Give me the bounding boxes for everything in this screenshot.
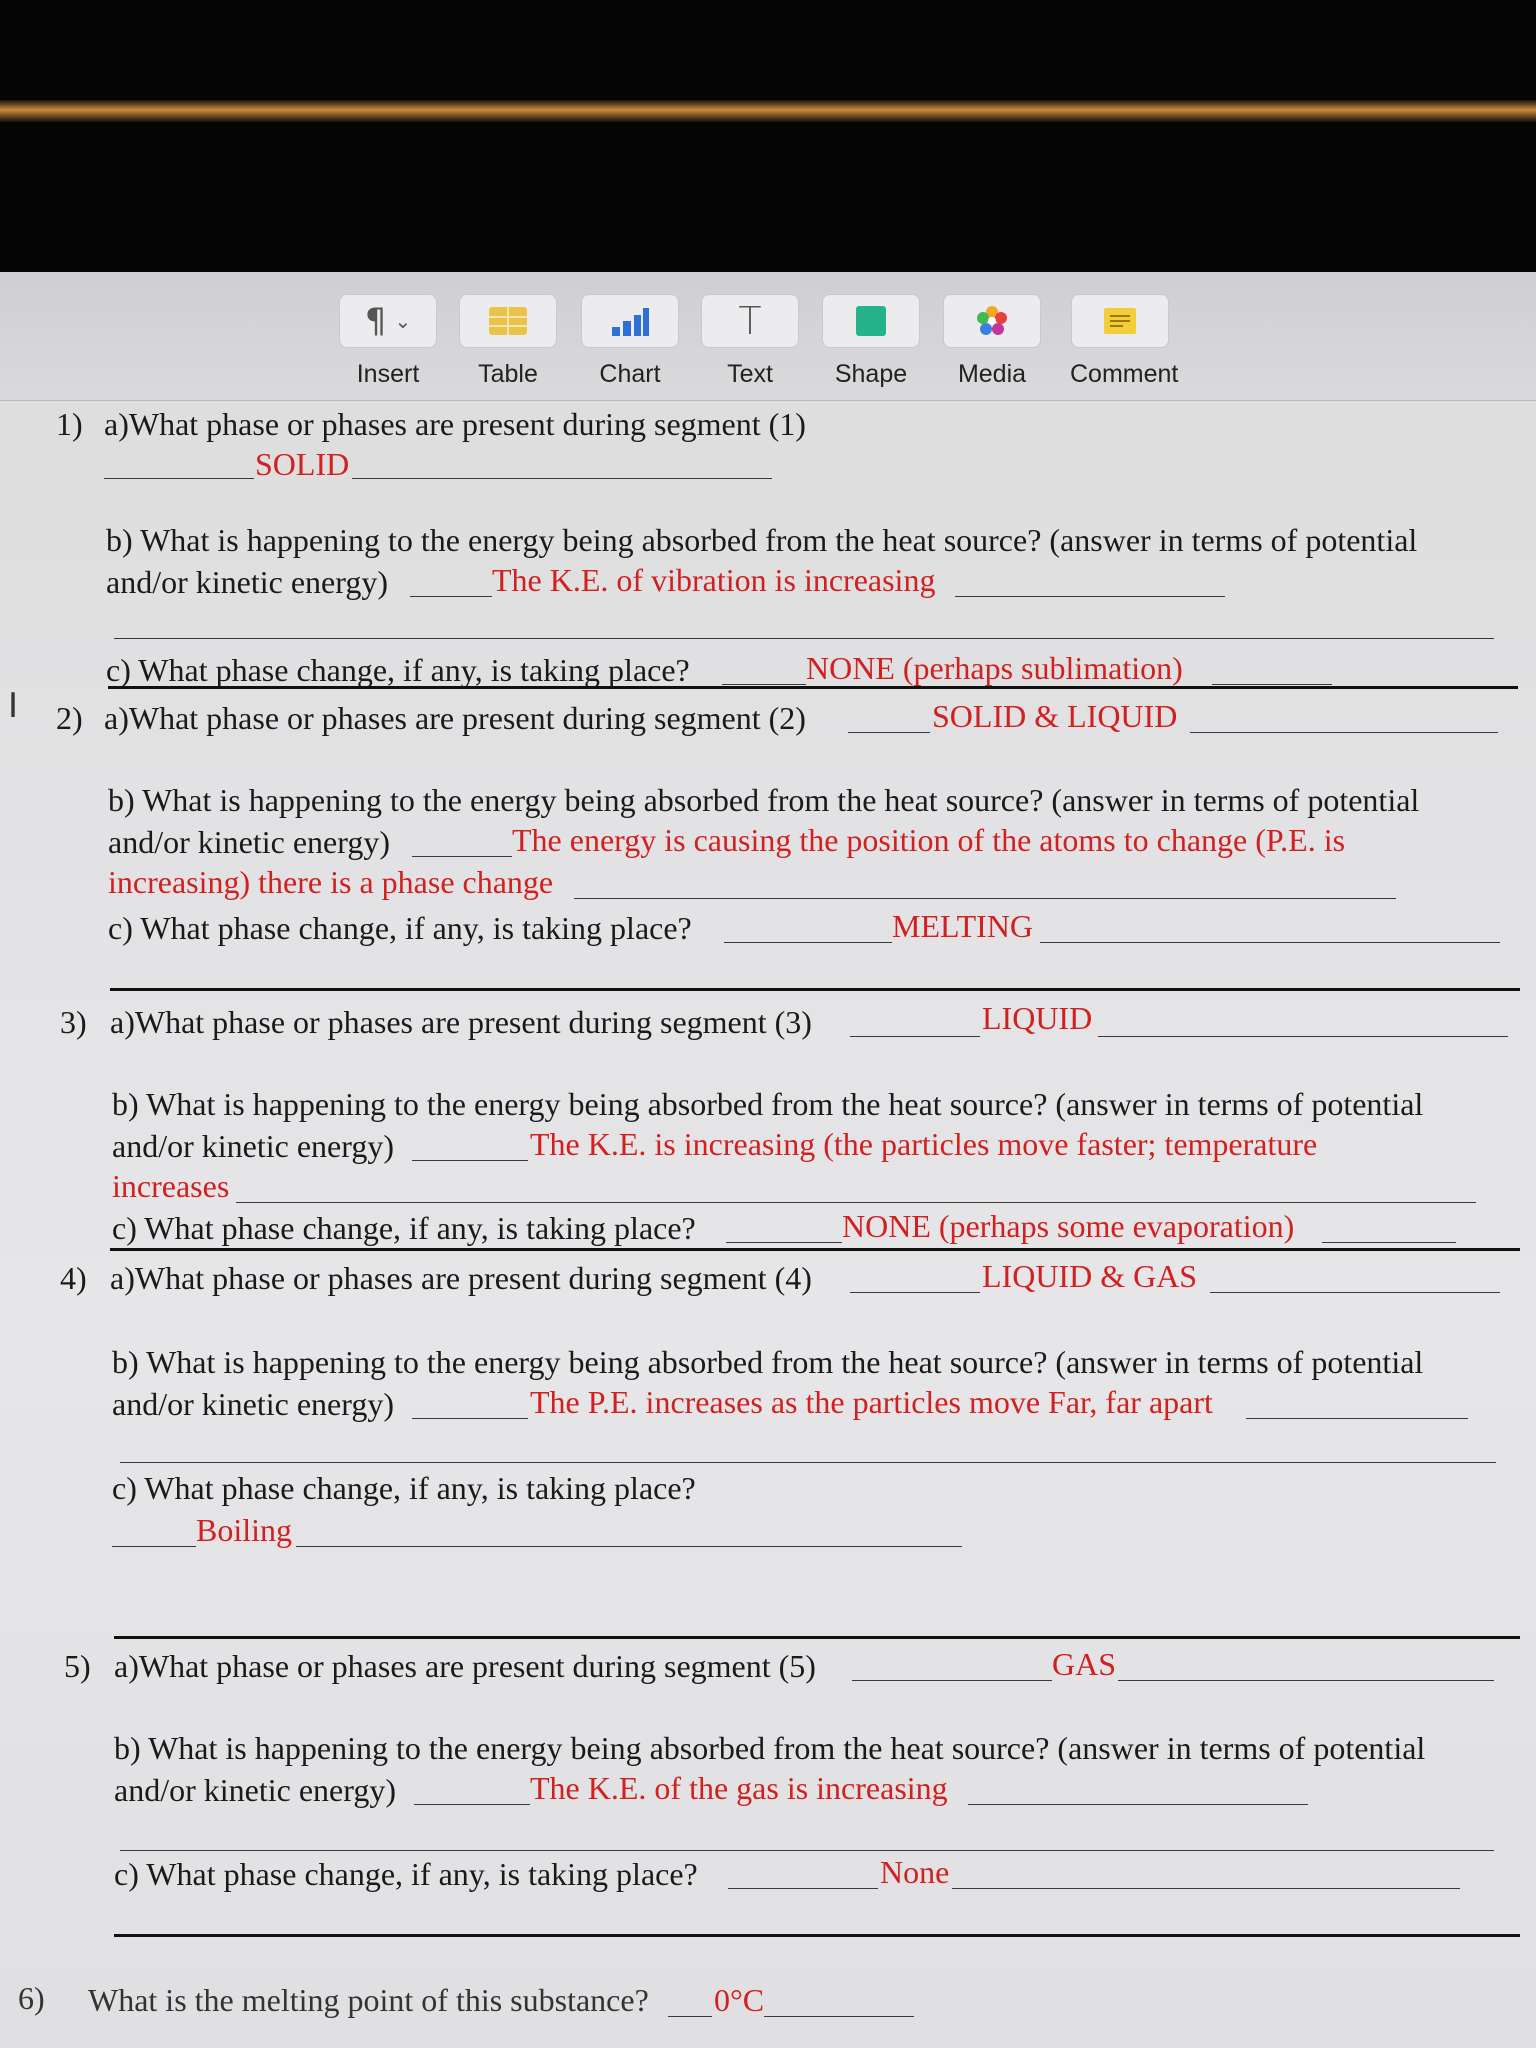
answer-line	[412, 856, 512, 857]
answer-line	[352, 478, 772, 479]
answer-line	[850, 1292, 980, 1293]
answer-line	[852, 1680, 1052, 1681]
answer-line	[410, 596, 492, 597]
answer-2a[interactable]: SOLID & LIQUID	[932, 698, 1178, 734]
monitor-bezel-lower	[0, 122, 1536, 272]
answer-line	[955, 596, 1225, 597]
answer-line	[724, 942, 892, 943]
answer-line	[722, 684, 806, 685]
answer-2b-cont[interactable]: increasing) there is a phase change	[108, 864, 554, 900]
answer-3b[interactable]: The K.E. is increasing (the particles move faster; temperature	[530, 1126, 1318, 1162]
answer-6[interactable]: 0°C	[714, 1982, 765, 2018]
question-4b: b) What is happening to the energy being absorbed from the heat source? (answer in terms of potential	[112, 1344, 1424, 1380]
question-5b: b) What is happening to the energy being absorbed from the heat source? (answer in terms of potential	[114, 1730, 1426, 1766]
answer-line	[952, 1888, 1460, 1889]
answer-5b[interactable]: The K.E. of the gas is increasing	[530, 1770, 948, 1806]
section-divider	[114, 1934, 1520, 1937]
answer-line	[726, 1242, 842, 1243]
answer-line	[1190, 732, 1498, 733]
media-label: Media	[957, 360, 1027, 388]
text-icon: T	[701, 294, 799, 348]
question-number: 4)	[60, 1260, 87, 1296]
question-2a: a)What phase or phases are present during segment (2)	[104, 700, 806, 736]
monitor-bezel	[0, 0, 1536, 110]
table-icon	[459, 294, 557, 348]
answer-line	[1098, 1036, 1508, 1037]
answer-1b[interactable]: The K.E. of vibration is increasing	[492, 562, 936, 598]
answer-line	[236, 1202, 1476, 1203]
answer-line	[1246, 1418, 1468, 1419]
answer-line	[114, 638, 1494, 639]
question-5c: c) What phase change, if any, is taking place?	[114, 1856, 698, 1892]
question-3a: a)What phase or phases are present during segment (3)	[110, 1004, 812, 1040]
text-button[interactable]	[700, 294, 800, 394]
answer-2c[interactable]: MELTING	[892, 908, 1034, 944]
chart-label: Chart	[599, 360, 661, 388]
answer-line	[112, 1546, 196, 1547]
answer-line	[296, 1546, 962, 1547]
insert-toolbar	[0, 272, 1536, 401]
answer-line	[668, 2016, 712, 2017]
answer-5c[interactable]: None	[880, 1854, 950, 1890]
bezel-light-reflection	[0, 100, 1536, 122]
answer-line	[1118, 1680, 1494, 1681]
answer-line	[120, 1850, 1494, 1851]
question-number: 6)	[18, 1980, 45, 2016]
section-divider	[110, 988, 1520, 991]
answer-line	[968, 1804, 1308, 1805]
question-3b: b) What is happening to the energy being absorbed from the heat source? (answer in terms of potential	[112, 1086, 1424, 1122]
question-2b: b) What is happening to the energy being absorbed from the heat source? (answer in terms of potential	[108, 782, 1420, 818]
question-2b-cont: and/or kinetic energy)	[108, 824, 390, 860]
section-divider	[108, 686, 1518, 689]
table-button[interactable]	[458, 294, 558, 394]
shape-label: Shape	[834, 360, 908, 388]
question-4c: c) What phase change, if any, is taking place?	[112, 1470, 696, 1506]
question-1b: b) What is happening to the energy being absorbed from the heat source? (answer in terms of potential	[106, 522, 1418, 558]
question-3b-cont: and/or kinetic energy)	[112, 1128, 394, 1164]
comment-icon	[1071, 294, 1169, 348]
media-icon	[943, 294, 1041, 348]
table-label: Table	[478, 360, 538, 388]
answer-line	[764, 2016, 914, 2017]
question-4a: a)What phase or phases are present during segment (4)	[110, 1260, 812, 1296]
media-button[interactable]	[942, 294, 1042, 394]
question-number: 3)	[60, 1004, 87, 1040]
answer-1c[interactable]: NONE (perhaps sublimation)	[806, 650, 1183, 686]
comment-label: Comment	[1070, 360, 1179, 388]
answer-line	[728, 1888, 878, 1889]
answer-2b[interactable]: The energy is causing the position of the atoms to change (P.E. is	[512, 822, 1346, 858]
answer-line	[848, 732, 930, 733]
insert-label: Insert	[356, 360, 420, 388]
question-3c: c) What phase change, if any, is taking place?	[112, 1210, 696, 1246]
chart-button[interactable]	[580, 294, 680, 394]
insert-button[interactable]	[338, 294, 438, 394]
question-4b-cont: and/or kinetic energy)	[112, 1386, 394, 1422]
answer-4a[interactable]: LIQUID & GAS	[982, 1258, 1198, 1294]
answer-line	[1212, 684, 1332, 685]
question-1c: c) What phase change, if any, is taking place?	[106, 652, 690, 688]
question-5b-cont: and/or kinetic energy)	[114, 1772, 396, 1808]
text-label: Text	[727, 360, 773, 388]
answer-1a[interactable]: SOLID	[255, 446, 350, 482]
answer-4b[interactable]: The P.E. increases as the particles move Far, far apart	[530, 1384, 1213, 1420]
shape-icon	[822, 294, 920, 348]
answer-line	[850, 1036, 980, 1037]
answer-line	[1040, 942, 1500, 943]
section-divider	[114, 1636, 1520, 1639]
answer-line	[412, 1160, 528, 1161]
answer-line	[104, 478, 254, 479]
answer-line	[414, 1804, 530, 1805]
worksheet	[0, 400, 1536, 2048]
section-divider	[110, 1248, 1520, 1251]
question-1b-cont: and/or kinetic energy)	[106, 564, 388, 600]
answer-line	[1210, 1292, 1500, 1293]
answer-line	[120, 1462, 1496, 1463]
question-number: 5)	[64, 1648, 91, 1684]
answer-3b-cont[interactable]: increases	[112, 1168, 230, 1204]
question-6: What is the melting point of this substance?	[88, 1982, 649, 2018]
shape-button[interactable]	[821, 294, 921, 394]
answer-line	[412, 1418, 528, 1419]
answer-3c[interactable]: NONE (perhaps some evaporation)	[842, 1208, 1295, 1244]
comment-button[interactable]	[1070, 294, 1179, 394]
answer-line	[574, 898, 1396, 899]
bar-chart-icon	[581, 294, 679, 348]
question-number: 1)	[56, 406, 83, 442]
question-1a: a)What phase or phases are present during segment (1)	[104, 406, 806, 442]
question-number: 2)	[56, 700, 83, 736]
paragraph-icon: ¶ ⌄	[339, 294, 437, 348]
question-2c: c) What phase change, if any, is taking place?	[108, 910, 692, 946]
question-5a: a)What phase or phases are present during segment (5)	[114, 1648, 816, 1684]
answer-4c[interactable]: Boiling	[196, 1512, 293, 1548]
text-cursor-icon: I	[8, 686, 19, 726]
answer-5a[interactable]: GAS	[1052, 1646, 1117, 1682]
answer-3a[interactable]: LIQUID	[982, 1000, 1093, 1036]
answer-line	[1322, 1242, 1456, 1243]
